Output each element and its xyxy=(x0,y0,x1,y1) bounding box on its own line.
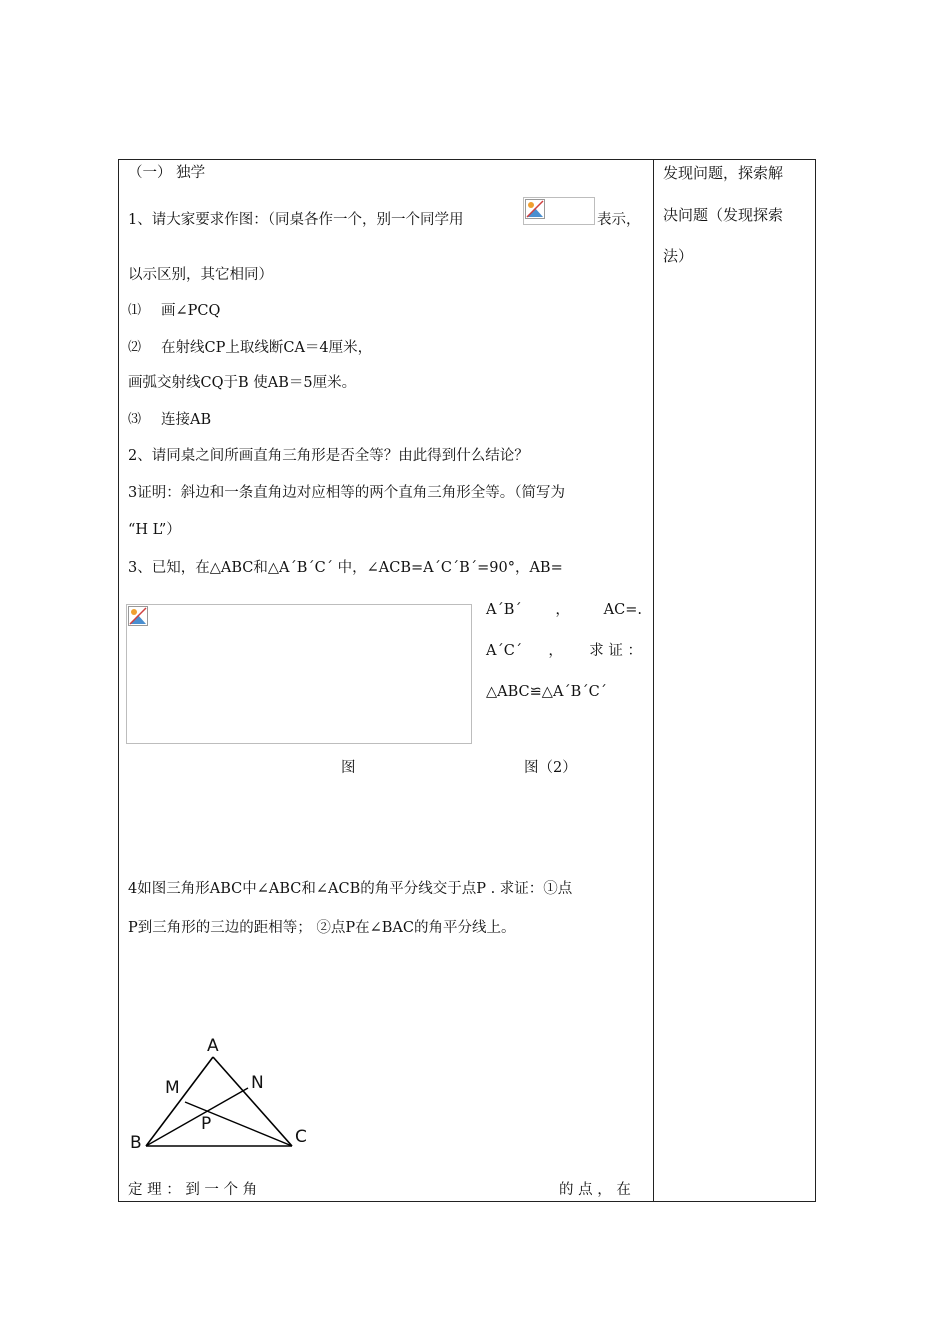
q3-prove-label: 求 证 ： xyxy=(589,643,642,659)
broken-image-icon xyxy=(128,606,148,626)
figure-image-placeholder xyxy=(126,604,472,744)
point-m-label: M xyxy=(165,1078,180,1098)
side-note-line-2: 决问题（发现探索 xyxy=(663,206,784,224)
question-4-line-1: 4如图三角形ABC中∠ABC和∠ACB的角平分线交于点P . 求证：①点 xyxy=(128,881,573,897)
q3-ac-prime: A´C´ xyxy=(486,643,523,659)
question-1-line-1 xyxy=(128,210,463,230)
step-2-text: 在射线CP上取线断CA＝4厘米， xyxy=(161,340,373,356)
side-note-line-1: 发现问题，探索解 xyxy=(663,164,784,182)
point-n-label: N xyxy=(251,1073,264,1093)
figure-caption-1: 图 xyxy=(341,760,356,776)
question-1-text-post: 表示， xyxy=(597,212,641,228)
step-3-number: ⑶ xyxy=(128,412,142,427)
question-3-line-4: △ABC≌△A´B´C´ xyxy=(486,684,607,700)
question-2: 2、请同桌之间所画直角三角形是否全等？由此得到什么结论？ xyxy=(128,448,529,464)
proof-line-2: “H L”） xyxy=(128,522,181,538)
question-3-line-1: 3、已知，在△ABC和△A´B´C´ 中，∠ACB=A´C´B´=90°，AB= xyxy=(128,560,563,576)
q3-ac: AC=. xyxy=(603,602,642,618)
step-1-text: 画∠PCQ xyxy=(161,303,221,319)
q3-ab-prime: A´B´ xyxy=(486,602,522,618)
broken-image-icon xyxy=(525,199,545,219)
column-divider xyxy=(653,159,654,1202)
figure-caption-2: 图（2） xyxy=(524,760,577,776)
question-3-line-3 xyxy=(486,641,642,661)
side-note-line-3: 法） xyxy=(663,247,694,265)
question-3-line-2 xyxy=(486,600,642,620)
question-4-line-2: P到三角形的三边的距相等； ②点P在∠BAC的角平分线上。 xyxy=(128,920,516,936)
q3-comma-1: ， xyxy=(555,602,570,618)
step-2-number: ⑵ xyxy=(128,340,142,355)
inline-image-placeholder xyxy=(523,197,595,225)
question-1-line-2: 以示区别，其它相同） xyxy=(128,267,273,283)
point-p-label: P xyxy=(201,1114,212,1134)
theorem-end: 的 点 ， 在 xyxy=(559,1182,631,1198)
vertex-c-label: C xyxy=(295,1127,307,1147)
bisector-bn xyxy=(146,1088,248,1146)
proof-line-1: 3证明：斜边和一条直角边对应相等的两个直角三角形全等。（简写为 xyxy=(128,485,565,501)
section-heading: （一） 独学 xyxy=(128,165,206,181)
theorem-start: 定 理 ： 到 一 个 角 xyxy=(128,1182,258,1198)
question-1-text-pre: 1、请大家要求作图：（同桌各作一个，别一个同学用 xyxy=(128,212,464,228)
vertex-a-label: A xyxy=(207,1036,219,1056)
q3-comma-2: ， xyxy=(548,643,563,659)
vertex-b-label: B xyxy=(130,1133,142,1153)
step-1-number: ⑴ xyxy=(128,303,142,318)
step-2-continuation: 画弧交射线CQ于B 使AB＝5厘米。 xyxy=(128,375,357,391)
step-3-text: 连接AB xyxy=(161,412,212,428)
